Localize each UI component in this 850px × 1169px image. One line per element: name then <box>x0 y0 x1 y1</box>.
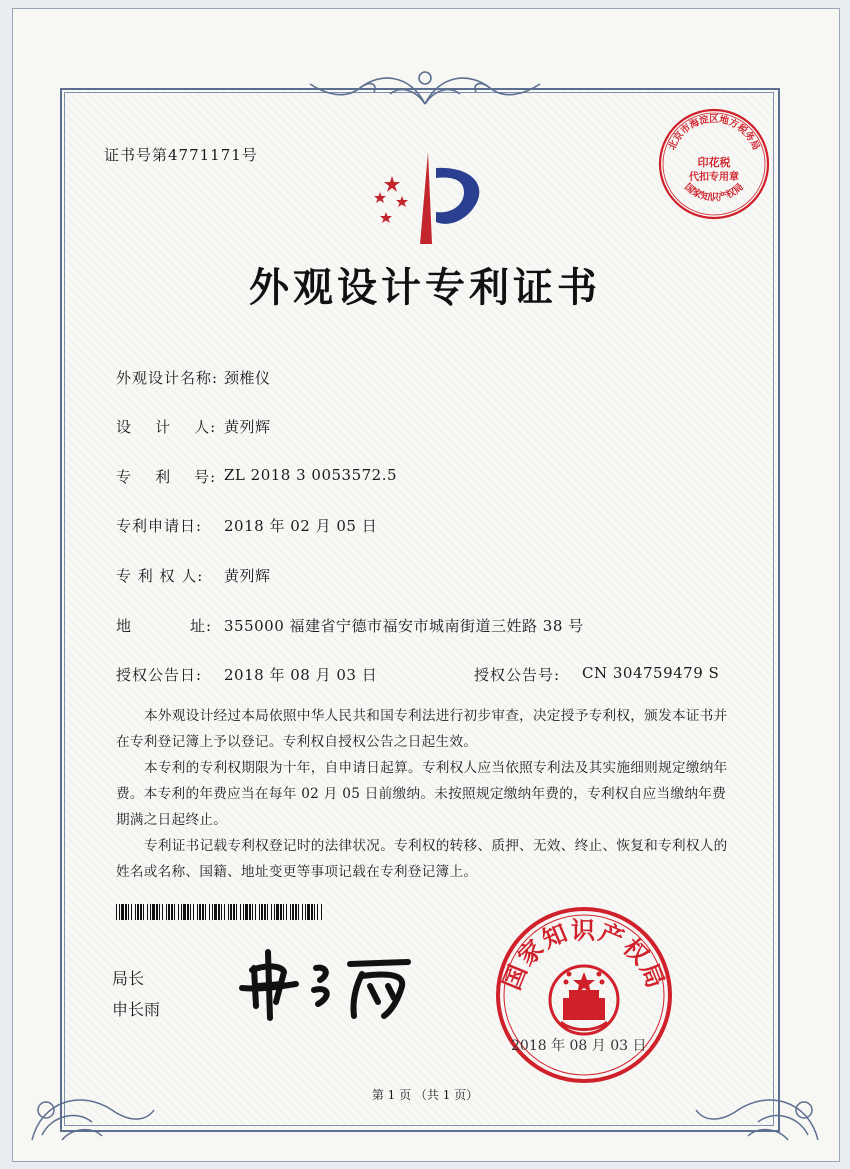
barcode-bar <box>240 904 241 920</box>
patentee-value: 黄列辉 <box>224 567 271 585</box>
seal-text: 国家知识产权局 <box>497 916 671 994</box>
grant-date-label: 授权公告日: <box>116 666 203 684</box>
grant-number-label: 授权公告号: <box>474 666 561 684</box>
tax-stamp <box>656 106 772 222</box>
barcode-bar <box>276 904 279 920</box>
barcode-bar <box>255 904 256 920</box>
barcode-bar <box>183 904 186 920</box>
barcode-bar <box>137 904 139 920</box>
grant-date-value: 2018 年 08 月 03 日 <box>224 666 378 684</box>
design-name-value: 颈椎仪 <box>224 369 271 387</box>
barcode-bar <box>135 904 136 920</box>
barcode-bar <box>116 904 117 920</box>
patentee-label: 专 利 权 人: <box>116 567 204 585</box>
barcode-bar <box>274 904 275 920</box>
barcode-bar <box>187 904 189 920</box>
barcode-bar <box>249 904 251 920</box>
barcode-bar <box>181 904 182 920</box>
barcode-bar <box>236 904 237 920</box>
barcode-bar <box>228 904 229 920</box>
patent-office-logo-icon <box>362 148 492 248</box>
barcode-bar <box>321 904 322 920</box>
barcode-bar <box>150 904 151 920</box>
page-title: 外观设计专利证书 <box>249 265 601 311</box>
barcode-bar <box>314 904 315 920</box>
barcode-bar <box>178 904 179 920</box>
barcode-bar <box>140 904 142 920</box>
barcode-bar <box>292 904 294 920</box>
barcode-bar <box>125 904 127 920</box>
patent-number-value: ZL 2018 3 0053572.5 <box>224 466 398 484</box>
barcode-bar <box>252 904 253 920</box>
barcode-bar <box>197 904 198 920</box>
barcode-bar <box>271 904 272 920</box>
design-name-label: 外观设计名称: <box>116 369 219 387</box>
barcode-bar <box>199 904 201 920</box>
patent-number-label: 专 利 号: <box>116 468 217 486</box>
barcode-bar <box>298 904 299 920</box>
director-name: 申长雨 <box>112 1000 161 1019</box>
barcode-bar <box>171 904 173 920</box>
barcode-bar <box>307 904 310 920</box>
barcode-bar <box>168 904 170 920</box>
body-paragraph-1: 本外观设计经过本局依照中华人民共和国专利法进行初步审查，决定授予专利权，颁发本证书并在专利登记簿上予以登记。专利权自授权公告之日起生效。 <box>116 708 728 750</box>
barcode-bar <box>259 904 260 920</box>
barcode-bar <box>147 904 148 920</box>
body-paragraph-2: 本专利的专利权期限为十年，自申请日起算。专利权人应当依照专利法及其实施细则规定缴纳年费。本专利的年费应当在每年 02 月 05 日前缴纳。未按照规定缴纳年费的，专利权自应当缴纳年费期满之日起终止。 <box>116 760 728 828</box>
barcode-bar <box>264 904 266 920</box>
barcode-bar <box>290 904 291 920</box>
barcode-bar <box>159 904 160 920</box>
barcode-bar <box>162 904 163 920</box>
barcode-bar <box>214 904 217 920</box>
body-paragraph-3: 专利证书记载专利权登记时的法律状况。专利权的转移、质押、无效、终止、恢复和专利权人的姓名或名称、国籍、地址变更等事项记载在专利登记簿上。 <box>116 838 728 880</box>
director-title: 局长 <box>112 969 145 988</box>
barcode-bar <box>166 904 167 920</box>
certificate-number: 证书号第4771171号 <box>104 146 258 164</box>
barcode-bar <box>190 904 191 920</box>
filing-date-value: 2018 年 02 月 05 日 <box>224 517 378 535</box>
director-signature <box>232 946 422 1026</box>
barcode-bar <box>267 904 268 920</box>
barcode-bar <box>212 904 213 920</box>
barcode-bar <box>143 904 144 920</box>
barcode-bar <box>283 904 284 920</box>
designer-label: 设 计 人: <box>116 418 217 436</box>
barcode-bar <box>311 904 313 920</box>
grant-number-value: CN 304759479 S <box>582 664 720 682</box>
barcode-bar <box>221 904 222 920</box>
barcode-bar <box>152 904 155 920</box>
barcode-bar <box>209 904 210 920</box>
barcode <box>116 904 324 920</box>
address-label-left: 地 <box>116 617 133 635</box>
barcode-bar <box>302 904 303 920</box>
barcode-bar <box>202 904 204 920</box>
barcode-bar <box>193 904 194 920</box>
designer-value: 黄列辉 <box>224 418 271 436</box>
barcode-bar <box>119 904 120 920</box>
barcode-bar <box>286 904 287 920</box>
address-label-right: 址: <box>190 617 213 635</box>
national-emblem-icon <box>550 966 618 1034</box>
barcode-bar <box>121 904 124 920</box>
filing-date-label: 专利申请日: <box>116 517 203 535</box>
barcode-bar <box>128 904 129 920</box>
barcode-bar <box>243 904 244 920</box>
barcode-bar <box>156 904 158 920</box>
barcode-bar <box>131 904 132 920</box>
barcode-bar <box>218 904 220 920</box>
tax-stamp-line1: 印花税 <box>697 156 731 169</box>
certificate-body <box>116 703 736 885</box>
barcode-bar <box>233 904 235 920</box>
barcode-bar <box>205 904 206 920</box>
barcode-bar <box>317 904 318 920</box>
tax-stamp-outer-text: 北京市海淀区地方税务局 <box>666 114 762 152</box>
barcode-bar <box>224 904 225 920</box>
barcode-bar <box>295 904 297 920</box>
barcode-bar <box>230 904 232 920</box>
seal-date: 2018 年 08 月 03 日 <box>511 1038 647 1054</box>
svg-text:北京市海淀区地方税务局 <box>666 113 762 152</box>
address-value: 355000 福建省宁德市福安市城南街道三姓路 38 号 <box>224 617 584 635</box>
barcode-bar <box>280 904 282 920</box>
tax-stamp-line2: 代扣专用章 <box>689 172 739 183</box>
svg-text:国家知识产权局 <box>682 181 746 204</box>
barcode-bar <box>245 904 248 920</box>
tax-stamp-bottom-text: 国家知识产权局 <box>682 181 746 204</box>
top-ornament <box>300 64 550 112</box>
barcode-bar <box>174 904 175 920</box>
page-number: 第 1 页 （共 1 页） <box>371 1088 479 1102</box>
barcode-bar <box>261 904 263 920</box>
official-seal <box>495 906 673 1084</box>
barcode-bar <box>305 904 306 920</box>
